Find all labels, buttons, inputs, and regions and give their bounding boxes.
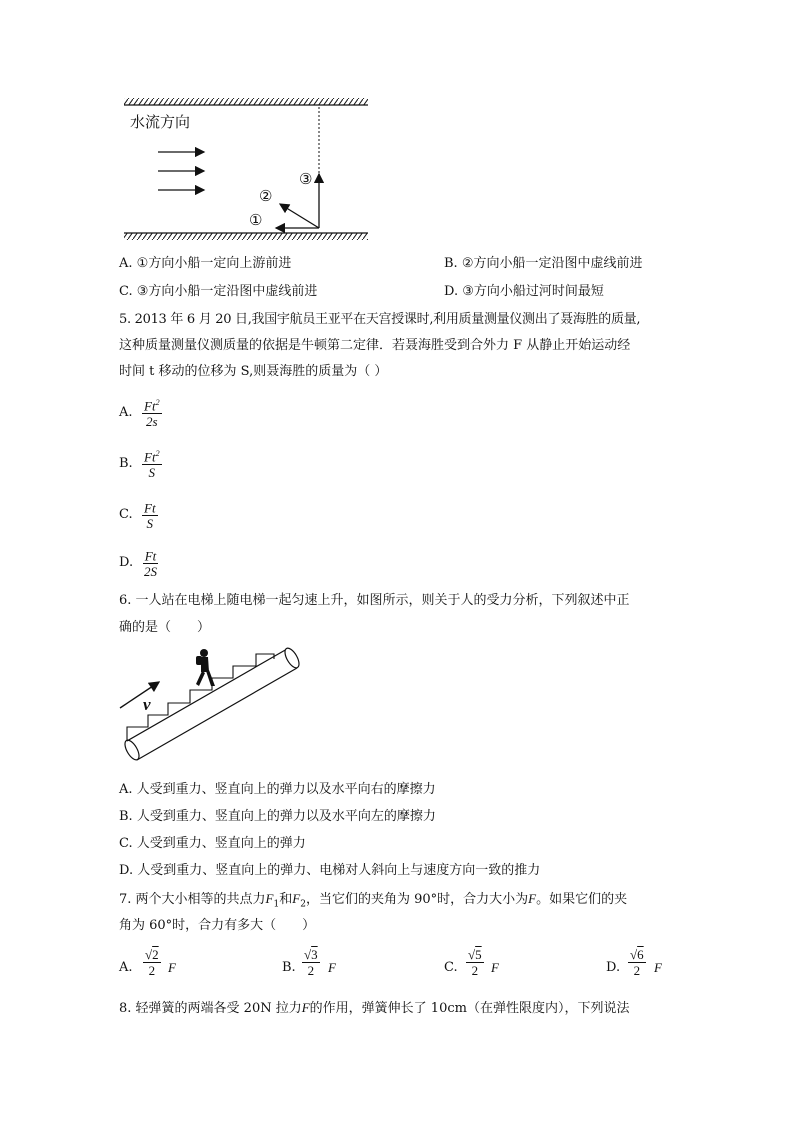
option-label: A. <box>119 256 133 271</box>
numerator: Ft <box>142 497 158 516</box>
denominator: S <box>148 465 156 481</box>
numerator: Ft <box>143 545 159 564</box>
person-silhouette <box>196 649 215 686</box>
q5-option-b-fraction[interactable] <box>142 446 162 480</box>
numerator: √5 <box>468 947 482 962</box>
numerator: √3 <box>304 947 318 962</box>
q8-stem-line1: 8. 轻弹簧的两端各受 20N 拉力F的作用，弹簧伸长了 10cm（在弹性限度内），下列说法 <box>119 1000 630 1016</box>
option-label: B. <box>444 256 458 271</box>
q6-option-a[interactable] <box>119 782 436 798</box>
option-label: C. <box>119 284 133 299</box>
q7-option-c-var: F <box>491 960 499 975</box>
option-label: C. <box>119 836 133 851</box>
q5-option-c-label: C. <box>119 507 133 522</box>
bottom-bank-hatch <box>124 233 368 240</box>
q5-option-a-fraction[interactable] <box>142 395 162 429</box>
tube-bottom-edge <box>137 668 297 760</box>
q7-option-a-var: F <box>168 960 176 975</box>
q7-option-d-var: F <box>654 960 662 975</box>
flow-direction-label: 水流方向 <box>130 113 191 131</box>
q6-stem-line1: 6. 一人站在电梯上随电梯一起匀速上升，如图所示，则关于人的受力分析，下列叙述中正 <box>119 593 630 608</box>
q7-option-d-fraction[interactable] <box>628 947 646 978</box>
q5-option-b-label: B. <box>119 456 133 471</box>
q4-option-d[interactable] <box>444 284 604 300</box>
denominator: 2 <box>307 963 315 978</box>
option-text: ③方向小船一定沿图中虚线前进 <box>136 284 318 299</box>
q5-option-d-fraction[interactable] <box>142 545 159 579</box>
option-text: 人受到重力、竖直向上的弹力、电梯对人斜向上与速度方向一致的推力 <box>137 863 541 878</box>
q5-option-c-fraction[interactable] <box>142 497 158 531</box>
option-text: 人受到重力、竖直向上的弹力以及水平向左的摩擦力 <box>136 809 436 824</box>
velocity-label: v <box>143 695 151 714</box>
q6-option-c[interactable] <box>119 836 306 852</box>
marker-2: ② <box>259 187 273 205</box>
option-text: 人受到重力、竖直向上的弹力以及水平向右的摩擦力 <box>136 782 436 797</box>
q4-option-a[interactable] <box>119 256 291 272</box>
q7-option-c-label: C. <box>444 960 458 975</box>
option-label: D. <box>119 863 134 878</box>
option-text: 人受到重力、竖直向上的弹力 <box>136 836 306 851</box>
marker-3: ③ <box>299 170 313 188</box>
denominator: 2S <box>144 564 157 580</box>
q5-option-a-label: A. <box>119 405 133 420</box>
q7-option-a-fraction[interactable] <box>143 947 161 978</box>
q7-option-d-label: D. <box>606 960 621 975</box>
q7-stem-line1: 7. 两个大小相等的共点力$F_1$和$F_2$，当它们的夹角为 90°时，合力大小为F。如果它们的夹 <box>119 891 628 910</box>
q7-option-b-fraction[interactable] <box>302 947 320 978</box>
numerator: √6 <box>630 947 644 962</box>
denominator: 2 <box>471 963 479 978</box>
tube-end-lower <box>122 738 142 762</box>
top-bank-hatch <box>124 98 368 105</box>
denominator: S <box>146 516 154 532</box>
q6-stem-line2: 确的是（ ） <box>119 620 211 635</box>
option-label: A. <box>119 782 133 797</box>
q7-option-b-label: B. <box>282 960 296 975</box>
q6-option-d[interactable] <box>119 863 540 879</box>
q6-option-b[interactable] <box>119 809 436 825</box>
q4-option-b[interactable] <box>444 256 642 272</box>
numerator: Ft$^2$ <box>142 446 162 465</box>
q7-option-a-label: A. <box>119 960 133 975</box>
q5-stem-line2: 这种质量测量仪测质量的依据是牛顿第二定律．若聂海胜受到合外力 F 从静止开始运动经 <box>119 338 631 353</box>
arrow-direction-2 <box>280 204 319 228</box>
marker-1: ① <box>249 211 263 229</box>
option-text: ①方向小船一定向上游前进 <box>136 256 292 271</box>
option-label: B. <box>119 809 133 824</box>
option-text: ②方向小船一定沿图中虚线前进 <box>461 256 643 271</box>
numerator: Ft$^2$ <box>142 395 162 414</box>
q7-option-c-fraction[interactable] <box>466 947 484 978</box>
option-label: D. <box>444 284 459 299</box>
tube-end-upper <box>282 646 302 670</box>
q4-option-c[interactable] <box>119 284 317 300</box>
q5-stem-line1: 5. 2013 年 6 月 20 日,我国宇航员王亚平在天宫授课时,利用质量测量仪测出了聂海胜的质量, <box>119 312 641 327</box>
numerator: √2 <box>145 947 159 962</box>
denominator: 2 <box>633 963 641 978</box>
option-text: ③方向小船过河时间最短 <box>462 284 604 299</box>
q5-option-d-label: D. <box>119 555 134 570</box>
q7-option-b-var: F <box>328 960 336 975</box>
denominator: 2s <box>146 414 158 430</box>
q5-stem-line3: 时间 t 移动的位移为 S,则聂海胜的质量为（ ） <box>119 364 388 379</box>
velocity-arrow <box>120 682 159 708</box>
denominator: 2 <box>148 963 156 978</box>
q7-stem-line2: 角为 60°时，合力有多大（ ） <box>119 918 316 933</box>
